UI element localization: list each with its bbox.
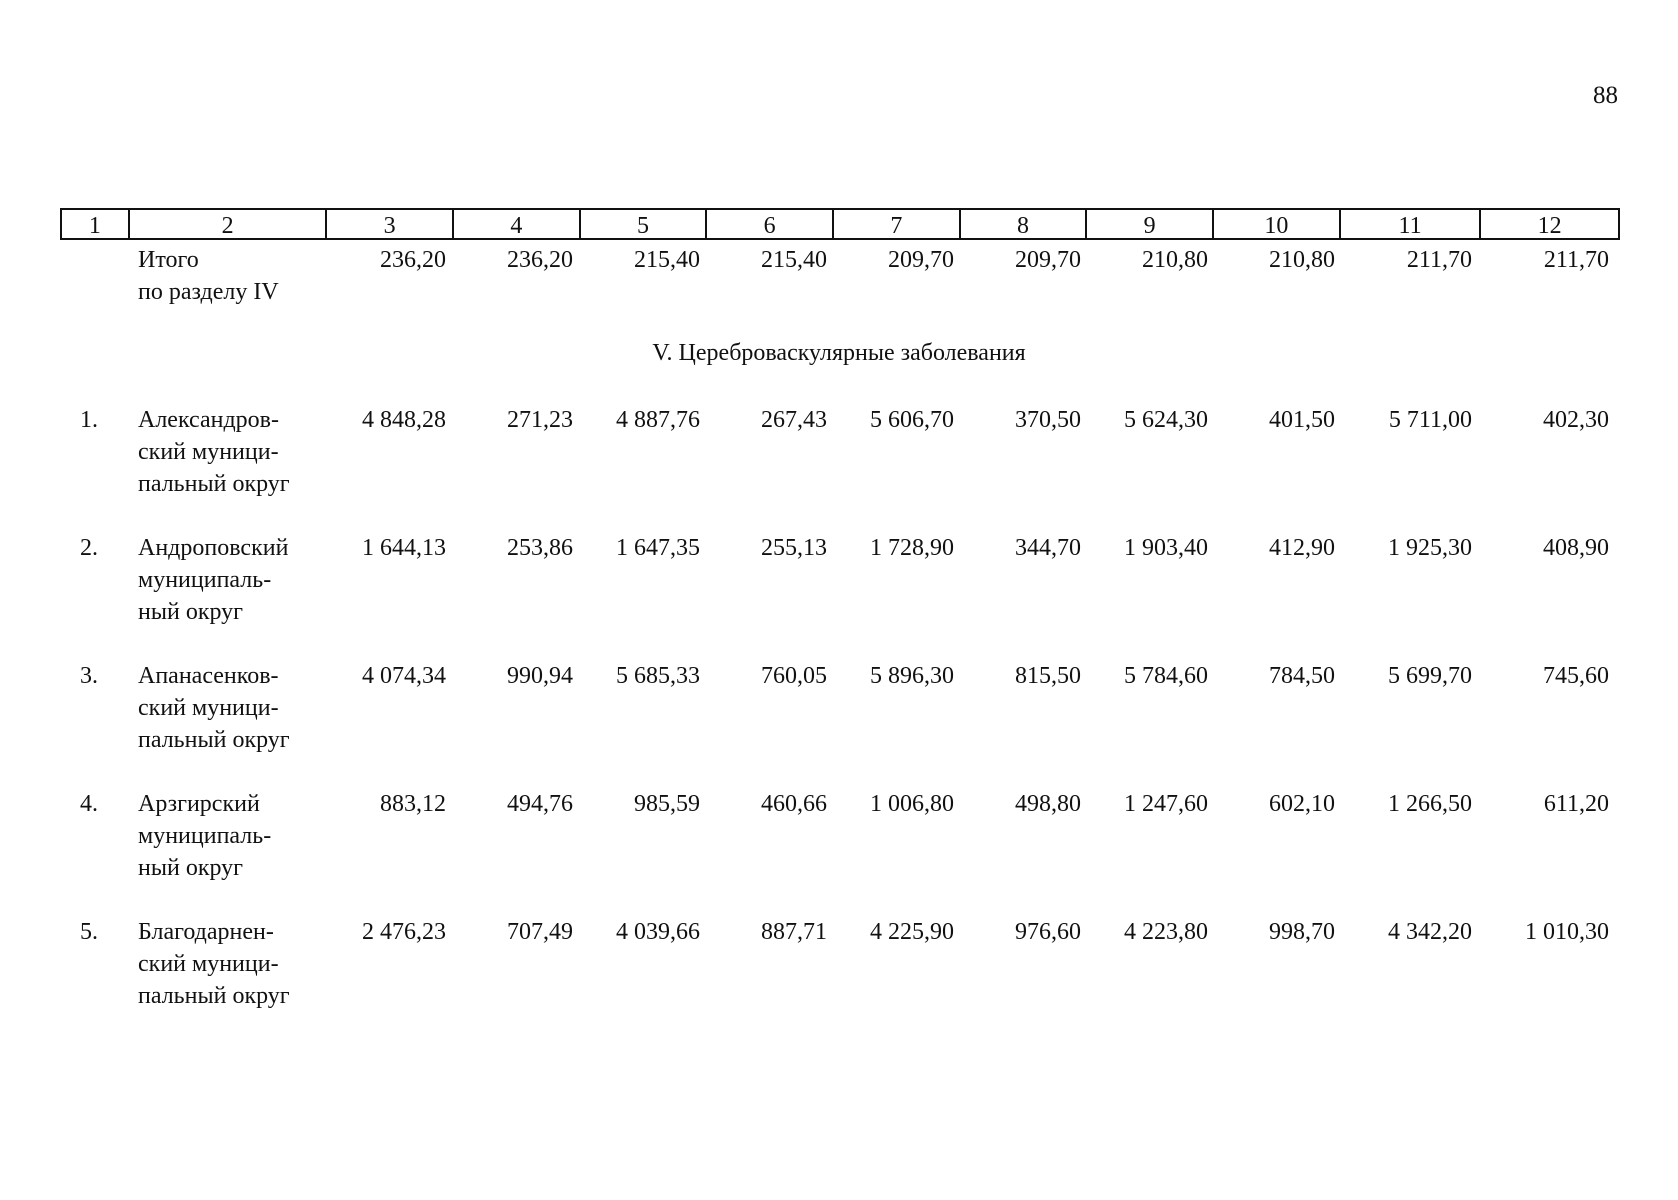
total-value-9: 210,80 [1142,247,1208,273]
cell-11: 4 342,20 [1388,919,1472,945]
cell-6: 887,71 [761,919,827,945]
cell-9: 5 784,60 [1124,663,1208,689]
cell-9: 5 624,30 [1124,407,1208,433]
cell-10: 784,50 [1269,663,1335,689]
total-value-6: 215,40 [761,247,827,273]
row-number: 4. [80,791,98,817]
header-col-4: 4 [454,210,581,238]
total-value-5: 215,40 [634,247,700,273]
row-name: Андроповский муниципаль- ный округ [138,535,289,625]
row-name: Апанасенков- ский муници- пальный округ [138,663,290,753]
header-col-10: 10 [1214,210,1341,238]
total-value-12: 211,70 [1543,247,1609,273]
cell-7: 5 896,30 [870,663,954,689]
cell-9: 4 223,80 [1124,919,1208,945]
cell-11: 5 699,70 [1388,663,1472,689]
total-value-8: 209,70 [1015,247,1081,273]
cell-3: 4 074,34 [362,663,446,689]
cell-7: 4 225,90 [870,919,954,945]
cell-5: 5 685,33 [616,663,700,689]
row-name: Александров- ский муници- пальный округ [138,407,290,497]
cell-8: 370,50 [1015,407,1081,433]
row-number: 5. [80,919,98,945]
cell-8: 815,50 [1015,663,1081,689]
cell-5: 985,59 [634,791,700,817]
cell-9: 1 247,60 [1124,791,1208,817]
row-number: 2. [80,535,98,561]
cell-12: 745,60 [1543,663,1609,689]
cell-7: 1 728,90 [870,535,954,561]
cell-10: 401,50 [1269,407,1335,433]
cell-4: 253,86 [507,535,573,561]
table-header-row [60,208,1620,240]
cell-4: 990,94 [507,663,573,689]
cell-11: 5 711,00 [1388,407,1472,433]
total-value-3: 236,20 [380,247,446,273]
total-value-11: 211,70 [1406,247,1472,273]
cell-12: 402,30 [1543,407,1609,433]
cell-5: 4 887,76 [616,407,700,433]
cell-8: 344,70 [1015,535,1081,561]
total-value-7: 209,70 [888,247,954,273]
header-col-12: 12 [1537,212,1562,239]
cell-8: 498,80 [1015,791,1081,817]
cell-7: 5 606,70 [870,407,954,433]
header-col-11: 11 [1341,210,1482,238]
cell-10: 602,10 [1269,791,1335,817]
section-title: V. Цереброваскулярные заболевания [652,340,1026,366]
cell-6: 760,05 [761,663,827,689]
cell-3: 4 848,28 [362,407,446,433]
cell-12: 408,90 [1543,535,1609,561]
header-col-8: 8 [961,210,1088,238]
cell-6: 267,43 [761,407,827,433]
cell-6: 255,13 [761,535,827,561]
cell-8: 976,60 [1015,919,1081,945]
header-col-9: 9 [1087,210,1214,238]
page-number: 88 [1593,82,1618,109]
row-number: 3. [80,663,98,689]
row-name: Благодарнен- ский муници- пальный округ [138,919,290,1009]
row-number: 1. [80,407,98,433]
cell-6: 460,66 [761,791,827,817]
total-row-label: Итого по разделу IV [138,247,279,305]
cell-12: 611,20 [1543,791,1609,817]
cell-4: 271,23 [507,407,573,433]
cell-11: 1 925,30 [1388,535,1472,561]
header-col-2: 2 [130,210,327,238]
cell-3: 883,12 [380,791,446,817]
header-col-7: 7 [834,210,961,238]
cell-4: 494,76 [507,791,573,817]
row-name: Арзгирский муниципаль- ный округ [138,791,272,881]
cell-5: 1 647,35 [616,535,700,561]
cell-10: 412,90 [1269,535,1335,561]
cell-3: 2 476,23 [362,919,446,945]
cell-3: 1 644,13 [362,535,446,561]
cell-7: 1 006,80 [870,791,954,817]
cell-11: 1 266,50 [1388,791,1472,817]
total-value-4: 236,20 [507,247,573,273]
cell-5: 4 039,66 [616,919,700,945]
cell-9: 1 903,40 [1124,535,1208,561]
header-col-6: 6 [707,210,834,238]
cell-12: 1 010,30 [1525,919,1609,945]
header-col-3: 3 [327,210,454,238]
header-col-1: 1 [62,210,130,238]
header-col-5: 5 [581,210,708,238]
total-value-10: 210,80 [1269,247,1335,273]
cell-10: 998,70 [1269,919,1335,945]
cell-4: 707,49 [507,919,573,945]
